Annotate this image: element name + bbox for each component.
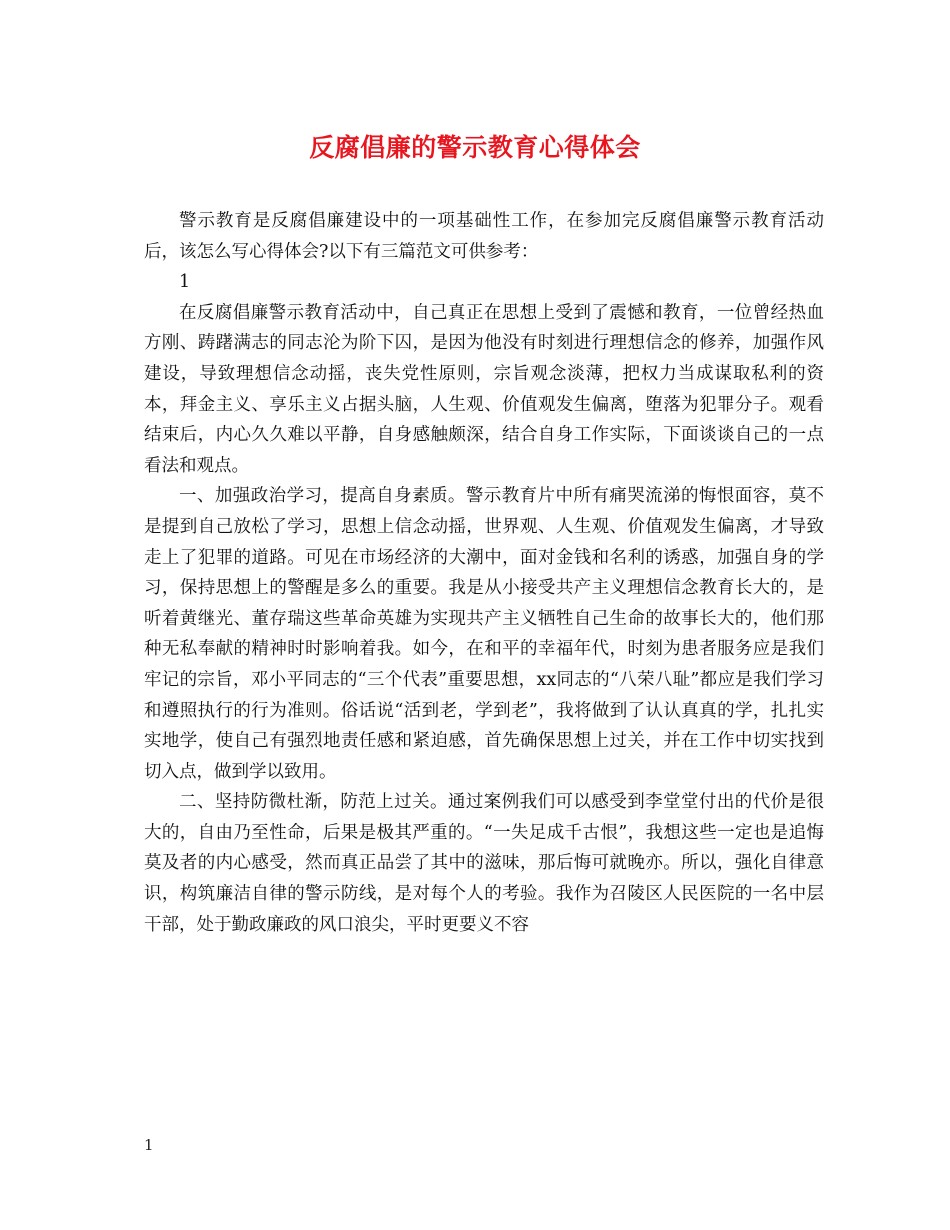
document-body bbox=[144, 206, 824, 940]
body-paragraph: 一、加强政治学习，提高自身素质。警示教育片中所有痛哭流涕的悔恨面容，莫不是提到自己放松了学习，思想上信念动摇，世界观、人生观、价值观发生偏离，才导致走上了犯罪的道路。可见在市场经济的大潮中，面对金钱和名利的诱惑，加强自身的学习，保持思想上的警醒是多么的重要。我是从小接受共产主义理想信念教育长大的，是听着黄继光、董存瑞这些革命英雄为实现共产主义牺牲自己生命的故事长大的，他们那种无私奉献的精神时时影响着我。如今，在和平的幸福年代，时刻为患者服务应是我们牢记的宗旨，邓小平同志的“三个代表”重要思想，xx同志的“八荣八耻”都应是我们学习和遵照执行的行为准则。俗话说“活到老，学到老”，我将做到了认认真真的学，扎扎实实地学，使自己有强烈地责任感和紧迫感，首先确保思想上过关，并在工作中切实找到切入点，做到学以致用。 bbox=[144, 486, 824, 782]
intro-paragraph: 警示教育是反腐倡廉建设中的一项基础性工作，在参加完反腐倡廉警示教育活动后，该怎么写心得体会?以下有三篇范文可供参考： bbox=[144, 211, 824, 262]
section-number: 1 bbox=[179, 272, 191, 293]
body-paragraph: 二、坚持防微杜渐，防范上过关。通过案例我们可以感受到李堂堂付出的代价是很大的，自由乃至性命，后果是极其严重的。“一失足成千古恨”，我想这些一定也是追悔莫及者的内心感受，然而真正品尝了其中的滋味，那后悔可就晚亦。所以，强化自律意识，构筑廉洁自律的警示防线，是对每个人的考验。我作为召陵区人民医院的一名中层干部，处于勤政廉政的风口浪尖，平时更要义不容 bbox=[144, 792, 824, 935]
document-title: 反腐倡廉的警示教育心得体会 bbox=[309, 133, 641, 162]
body-paragraph: 在反腐倡廉警示教育活动中，自己真正在思想上受到了震憾和教育，一位曾经热血方刚、踌躇满志的同志沦为阶下囚，是因为他没有时刻进行理想信念的修养，加强作风建设，导致理想信念动摇，丧失党性原则，宗旨观念淡薄，把权力当成谋取私利的资本，拜金主义、享乐主义占据头脑，人生观、价值观发生偏离，堕落为犯罪分子。观看结束后，内心久久难以平静，自身感触颇深，结合自身工作实际，下面谈谈自己的一点看法和观点。 bbox=[144, 302, 824, 476]
page-number: 1 bbox=[144, 1136, 154, 1154]
